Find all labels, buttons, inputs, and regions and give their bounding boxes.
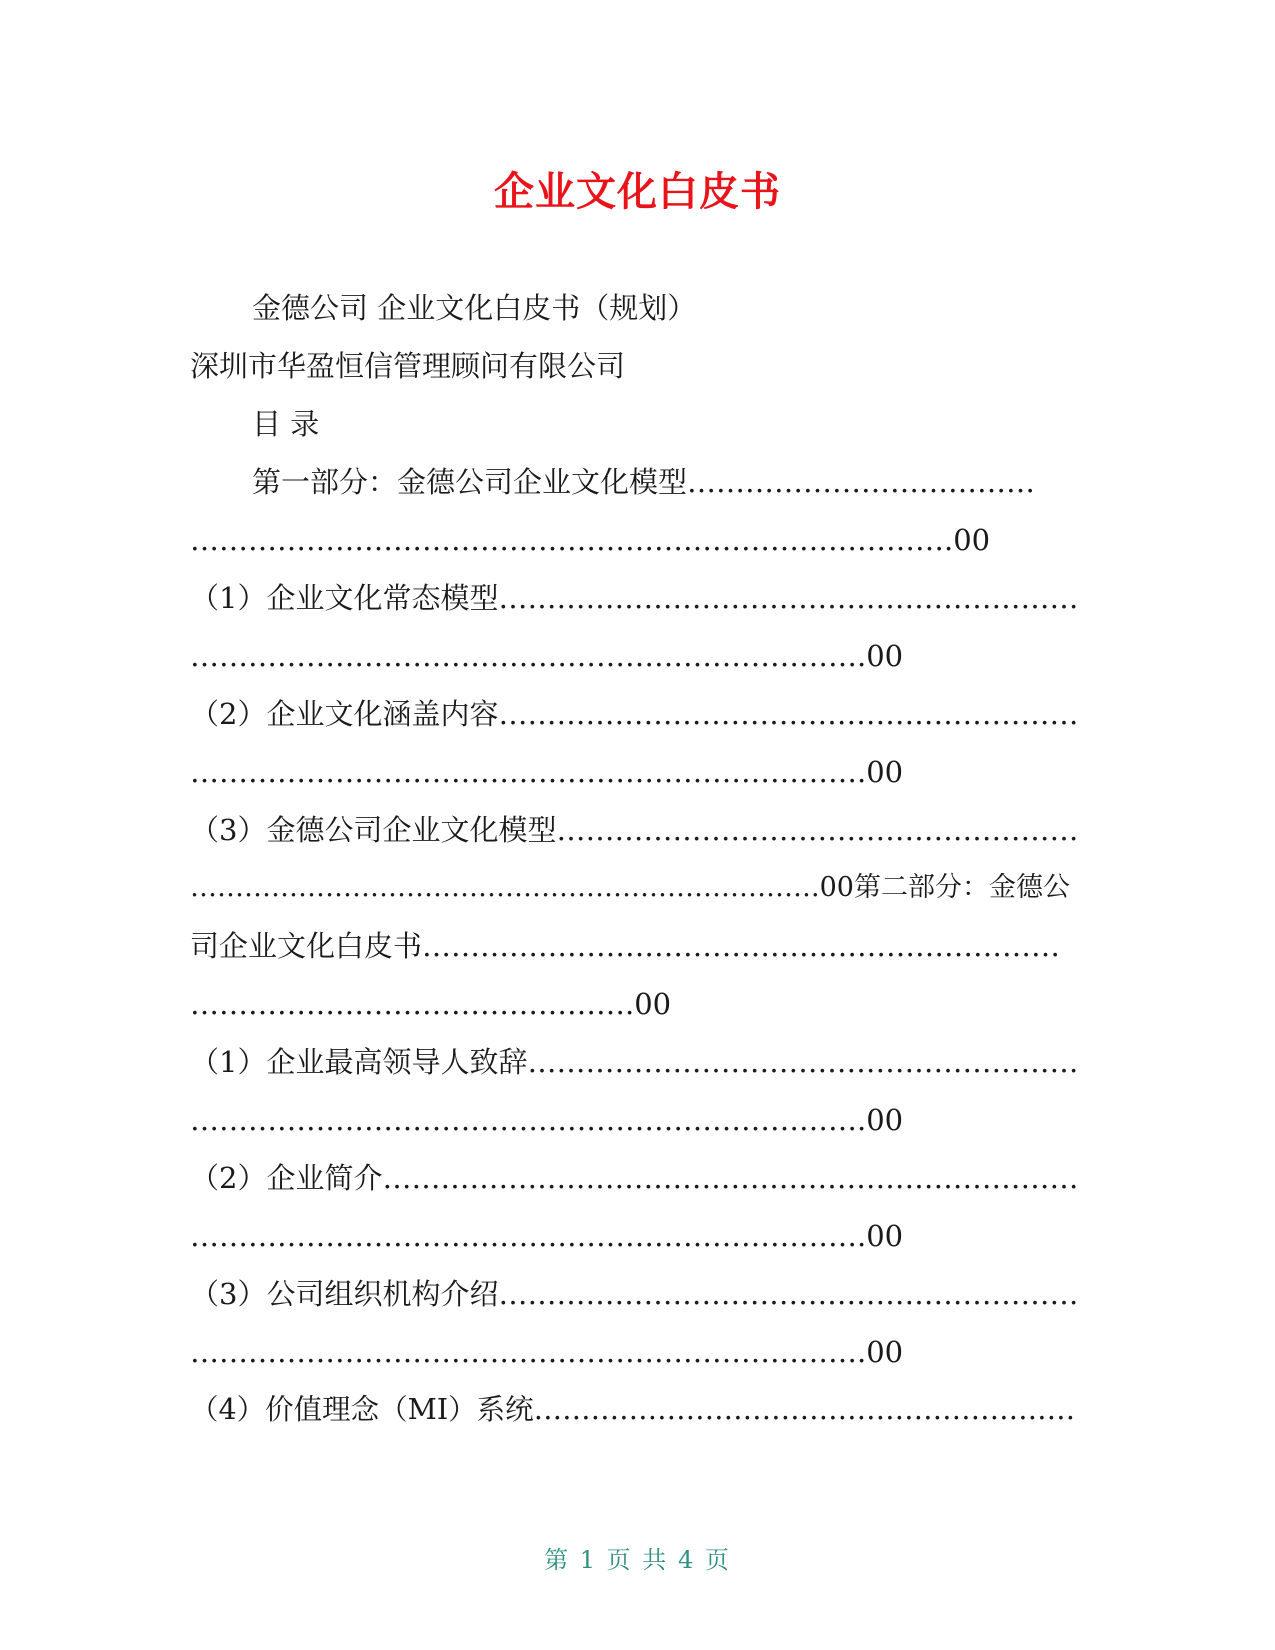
company-line: 深圳市华盈恒信管理顾问有限公司 [190,349,626,383]
toc-leader-line: …………………………………………………………….00 [190,639,904,673]
page-footer: 第 1 页 共 4 页 [544,1546,731,1574]
toc-leader-line: …………………………………………………………….00 [190,1335,904,1369]
toc-entry: （1）企业文化常态模型…………………………………………………… [190,581,1079,615]
toc-heading: 目 录 [252,407,320,441]
toc-entry: （1）企业最高领导人致辞………………………………………………… [190,1045,1079,1079]
toc-leader-line: ……………………………………….00 [190,987,672,1021]
toc-entry: （4）价值理念（MI）系统………………………………………………… [190,1393,1076,1426]
toc-entry: （2）企业简介……………………………………………………………… [190,1161,1079,1195]
document-title: 企业文化白皮书 [494,169,781,215]
toc-entry: （3）公司组织机构介绍…………………………………………………… [190,1277,1079,1311]
toc-entry: （3）金德公司企业文化模型……………………………………………… [190,813,1079,847]
toc-entry-part2: 司企业文化白皮书………………………………………………………… [190,929,1061,963]
toc-leader-line: …………………………………………………………….00第二部分：金德公 [190,872,1070,903]
toc-leader-line: …………………………………………………………………….00 [190,523,991,557]
toc-entry: （2）企业文化涵盖内容…………………………………………………… [190,697,1079,731]
subtitle-line: 金德公司 企业文化白皮书（规划） [252,291,697,325]
toc-leader-line: …………………………………………………………….00 [190,1219,904,1253]
toc-leader-line: …………………………………………………………….00 [190,1103,904,1137]
toc-entry-part1: 第一部分：金德公司企业文化模型……………………………… [252,465,1036,499]
toc-leader-line: …………………………………………………………….00 [190,755,904,789]
